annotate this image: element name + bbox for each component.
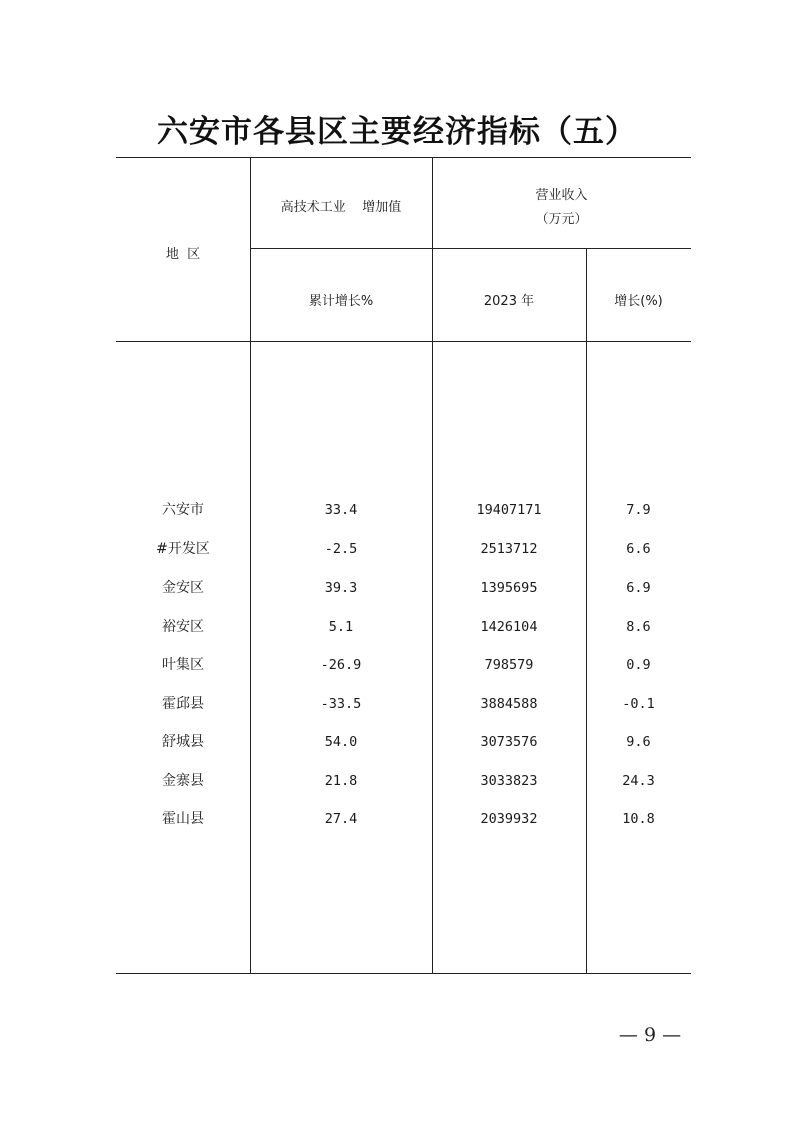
header-revenue-group-line2: （万元） (535, 212, 588, 227)
row-hightech-growth: -33.5 (320, 696, 362, 712)
header-bottom-rule (116, 341, 691, 342)
row-revenue-2023: 3033823 (480, 773, 538, 789)
row-hightech-growth: -26.9 (320, 657, 362, 673)
row-region: 六安市 (162, 502, 204, 518)
row-region: 叶集区 (162, 657, 204, 673)
row-region: 舒城县 (162, 734, 204, 750)
row-hightech-growth: 21.8 (324, 773, 358, 789)
table-bottom-rule (116, 973, 691, 974)
row-revenue-2023: 1426104 (480, 619, 538, 635)
row-hightech-growth: 33.4 (324, 502, 358, 518)
row-region: 裕安区 (162, 619, 204, 635)
row-hightech-growth: 5.1 (328, 619, 354, 635)
row-hightech-growth: 54.0 (324, 734, 358, 750)
row-revenue-growth: 6.9 (626, 580, 651, 596)
page-number: — 9 — (618, 1024, 682, 1046)
row-region: 金寨县 (162, 773, 204, 789)
row-revenue-2023: 2513712 (480, 541, 538, 557)
column-divider-2 (432, 157, 433, 973)
header-region: 地 区 (165, 247, 201, 262)
page-title: 六安市各县区主要经济指标（五） (157, 114, 637, 150)
row-revenue-growth: 24.3 (622, 773, 655, 789)
row-revenue-growth: 6.6 (626, 541, 651, 557)
row-region: #开发区 (156, 541, 210, 557)
row-revenue-2023: 798579 (484, 657, 534, 673)
header-revenue-group-line1: 营业收入 (535, 188, 588, 203)
row-revenue-growth: 9.6 (626, 734, 651, 750)
column-divider-1 (250, 157, 251, 973)
row-revenue-2023: 2039932 (480, 811, 538, 827)
row-revenue-growth: 0.9 (626, 657, 651, 673)
header-revenue-growth: 增长(%) (614, 294, 663, 309)
row-hightech-growth: -2.5 (324, 541, 358, 557)
header-hightech-growth: 累计增长% (308, 294, 374, 309)
header-revenue-2023: 2023 年 (483, 294, 535, 309)
row-hightech-growth: 27.4 (324, 811, 358, 827)
column-divider-3 (586, 248, 587, 973)
row-region: 金安区 (162, 580, 204, 596)
row-region: 霍山县 (162, 811, 204, 827)
row-region: 霍邱县 (162, 696, 204, 712)
table-top-rule (116, 157, 691, 158)
row-revenue-2023: 3884588 (480, 696, 538, 712)
row-revenue-growth: 10.8 (622, 811, 655, 827)
row-revenue-2023: 1395695 (480, 580, 538, 596)
row-hightech-growth: 39.3 (324, 580, 358, 596)
row-revenue-growth: 8.6 (626, 619, 651, 635)
header-mid-rule (250, 248, 691, 249)
row-revenue-2023: 3073576 (480, 734, 538, 750)
row-revenue-growth: -0.1 (622, 696, 655, 712)
row-revenue-growth: 7.9 (626, 502, 651, 518)
header-hightech-group: 高技术工业 增加值 (280, 200, 402, 215)
row-revenue-2023: 19407171 (476, 502, 542, 518)
